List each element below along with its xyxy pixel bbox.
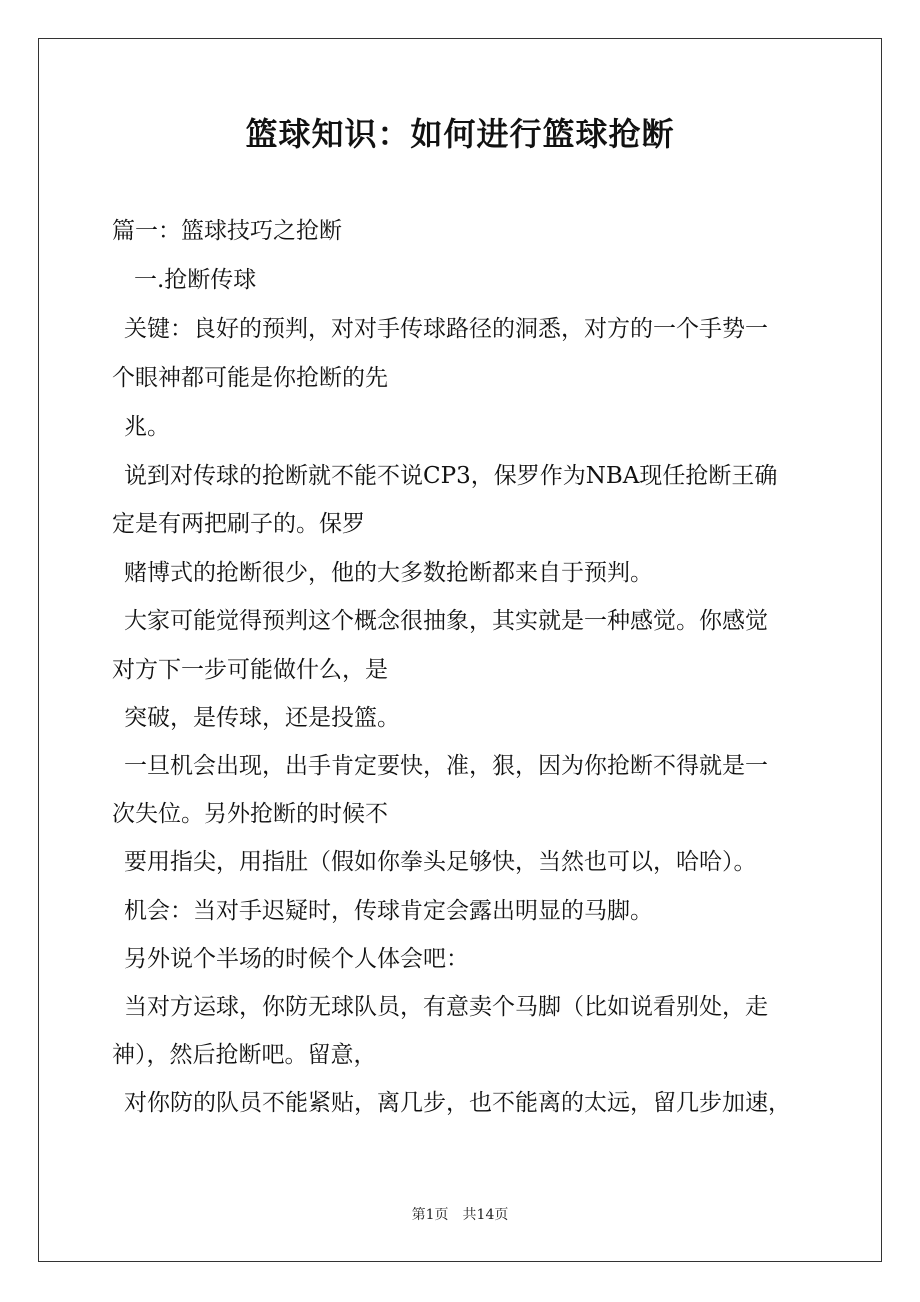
paragraph-line: 对方下一步可能做什么，是 [112,657,388,683]
paragraph-line: 兆。 [124,414,170,440]
section-heading: 篇一：篮球技巧之抢断 [112,218,342,244]
paragraph-line: 定是有两把刷子的。保罗 [112,511,365,537]
paragraph-line: 对你防的队员不能紧贴，离几步，也不能离的太远，留几步加速， [124,1090,791,1116]
paragraph-line: 大家可能觉得预判这个概念很抽象，其实就是一种感觉。你感觉 [124,608,768,634]
paragraph-line: 说到对传球的抢断就不能不说CP3，保罗作为NBA现任抢断王确 [124,463,778,489]
paragraph-line: 另外说个半场的时候个人体会吧： [124,946,469,972]
paragraph-line: 机会：当对手迟疑时，传球肯定会露出明显的马脚。 [124,898,653,924]
paragraph-line: 要用指尖，用指肚（假如你拳头足够快，当然也可以，哈哈）。 [124,849,757,875]
paragraph-line: 神），然后抢断吧。留意， [112,1042,377,1068]
document-title: 篮球知识：如何进行篮球抢断 [245,115,675,153]
paragraph-line: 赌博式的抢断很少，他的大多数抢断都来自于预判。 [124,560,653,586]
paragraph-line: 突破，是传球，还是投篮。 [124,705,400,731]
subsection-heading: 一.抢断传球 [134,267,257,293]
paragraph-line: 关键：良好的预判，对对手传球路径的洞悉，对方的一个手势一 [124,316,768,342]
page-number: 第1页 共14页 [411,1207,509,1223]
paragraph-line: 个眼神都可能是你抢断的先 [112,365,388,391]
paragraph-line: 一旦机会出现，出手肯定要快，准，狠，因为你抢断不得就是一 [124,753,768,779]
paragraph-line: 当对方运球，你防无球队员，有意卖个马脚（比如说看别处，走 [124,994,768,1020]
paragraph-line: 次失位。另外抢断的时候不 [112,801,388,827]
